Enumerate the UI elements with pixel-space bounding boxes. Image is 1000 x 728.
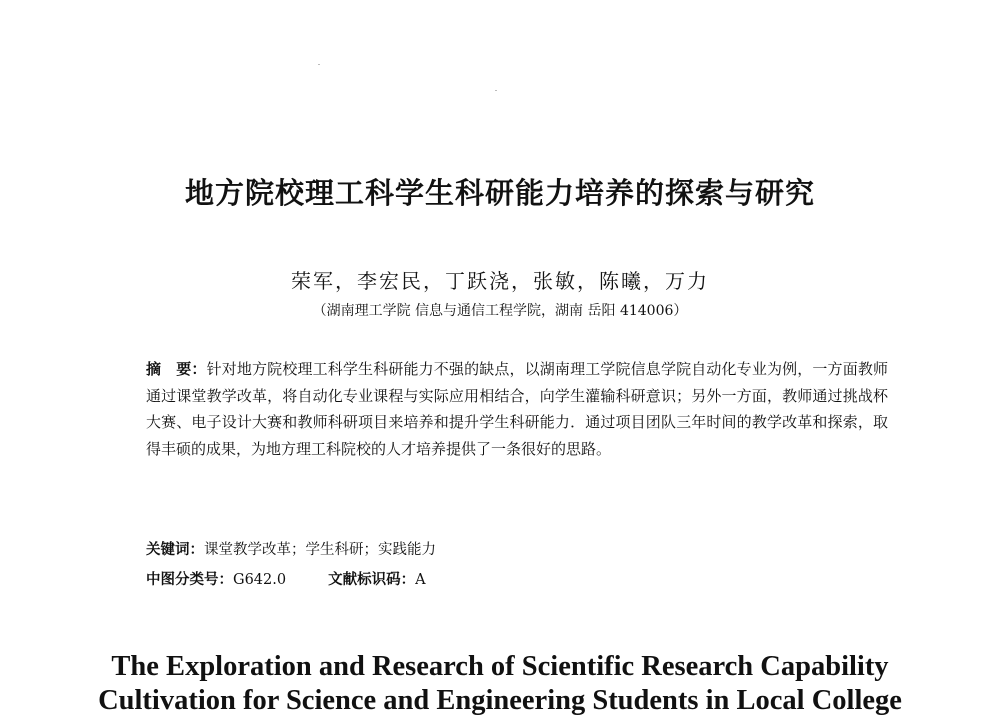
document-code-value: A xyxy=(415,572,426,588)
document-code-label: 文献标识码： xyxy=(328,572,416,588)
english-title-line-1: The Exploration and Research of Scientific Research Capability xyxy=(111,651,889,682)
abstract-text: 针对地方院校理工科学生科研能力不强的缺点，以湖南理工学院信息学院自动化专业为例，一方面教师通过课堂教学改革，将自动化专业课程与实际应用相结合，向学生灌输科研意识；另外一方面，教师通过挑战杯大赛、电子设计大赛和教师科研项目来培养和提升学生科研能力．通过项目团队三年时间的教学改革和探索，取得丰硕的成果，为地方理工科院校的人才培养提供了一条很好的思路。 xyxy=(146,360,888,458)
paper-title-english xyxy=(0,650,1000,718)
author-list: 荣军，李宏民，丁跃浇，张敏，陈曦，万力 xyxy=(291,269,709,293)
scan-speck xyxy=(495,90,497,91)
affiliation: （湖南理工学院 信息与通信工程学院，湖南 岳阳 414006） xyxy=(312,303,688,319)
english-title-line-2: Cultivation for Science and Engineering Students in Local College xyxy=(98,685,902,716)
clc-value: G642.0 xyxy=(233,572,287,588)
clc-label: 中图分类号： xyxy=(146,572,233,588)
keywords-label: 关键词： xyxy=(146,542,204,558)
classification-line xyxy=(146,568,426,589)
paper-title-chinese: 地方院校理工科学生科研能力培养的探索与研究 xyxy=(184,176,815,210)
keywords-text: 课堂教学改革；学生科研；实践能力 xyxy=(204,542,436,558)
abstract-label: 摘 要： xyxy=(146,360,207,378)
keywords xyxy=(146,538,436,559)
scan-speck xyxy=(318,64,320,65)
abstract xyxy=(146,356,888,462)
